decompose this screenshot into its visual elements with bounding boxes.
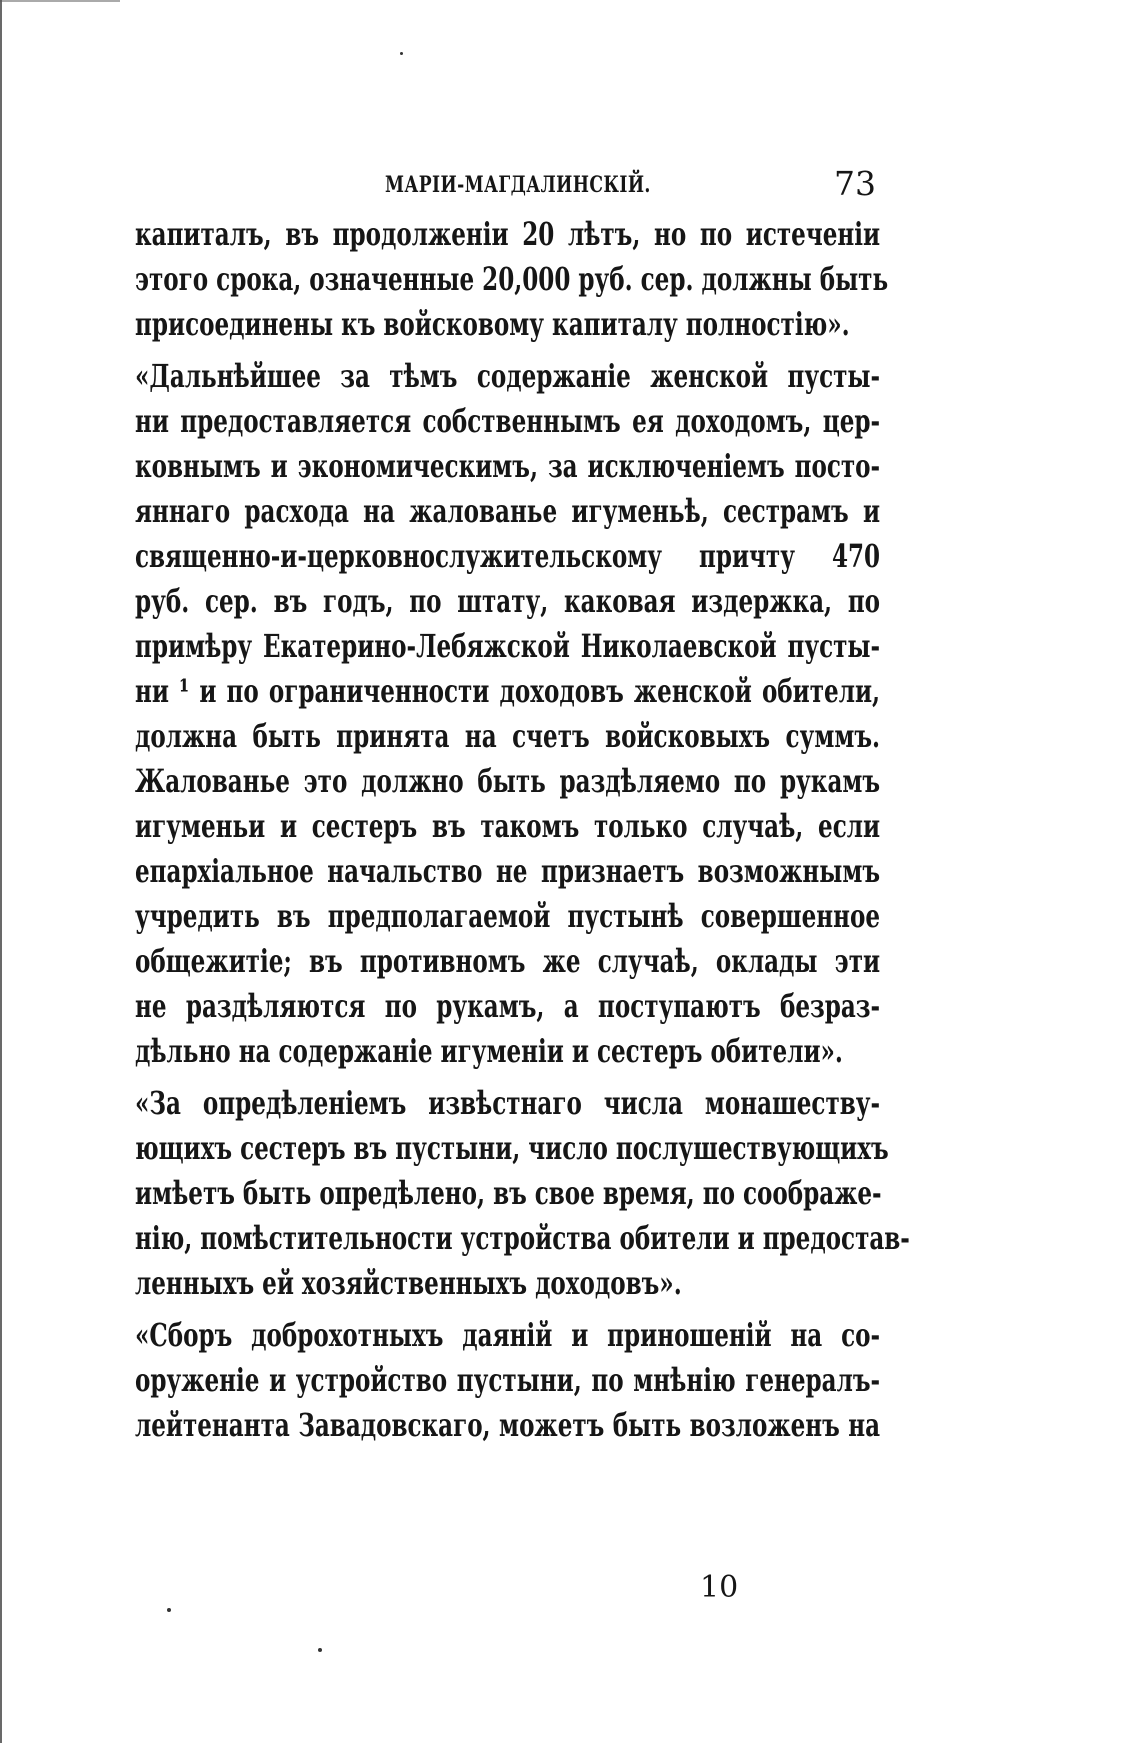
text-line: ковнымъ и экономическимъ, за исключеніемъ посто- <box>135 447 881 485</box>
scan-binding-edge <box>0 0 10 1743</box>
text-line: яннаго расхода на жалованье игуменьѣ, сестрамъ и <box>135 492 881 530</box>
text-line: примѣру Екатерино-Лебяжской Николаевской пусты- <box>135 627 881 665</box>
text-line: присоединены къ войсковому капиталу полностію». <box>135 305 850 343</box>
scan-speck <box>400 52 403 55</box>
text-line: ни ¹ и по ограниченности доходовъ женской обители, <box>135 672 881 710</box>
text-line: должна быть принята на счетъ войсковыхъ суммъ. <box>135 717 881 755</box>
scan-top-edge <box>0 0 120 2</box>
text-line: лейтенанта Завадовскаго, можетъ быть возложенъ на <box>135 1406 881 1444</box>
text-line: общежитіе; въ противномъ же случаѣ, оклады эти <box>135 942 881 980</box>
text-line: учредить въ предполагаемой пустынѣ совершенное <box>135 897 881 935</box>
text-line: нію, помѣстительности устройства обители и предостав- <box>135 1219 910 1257</box>
body-text <box>135 212 910 1448</box>
signature-mark: 10 <box>700 1570 739 1605</box>
text-line: епархіальное начальство не признаетъ возможнымъ <box>135 852 881 890</box>
text-line: «Дальнѣйшее за тѣмъ содержаніе женской пусты- <box>135 357 881 395</box>
text-line: Жалованье это должно быть раздѣляемо по рукамъ <box>135 762 881 800</box>
text-line: руб. сер. въ годъ, по штату, каковая издержка, по <box>135 582 881 620</box>
running-head <box>135 160 880 208</box>
text-line: игуменьи и сестеръ въ такомъ только случаѣ, если <box>135 807 881 845</box>
text-line: дѣльно на содержаніе игуменіи и сестеръ обители». <box>135 1032 843 1070</box>
text-line: ющихъ сестеръ въ пустыни, число послушествующихъ <box>135 1129 889 1167</box>
running-title: МАРІИ-МАГДАЛИНСКІЙ. <box>385 172 651 198</box>
text-line: оруженіе и устройство пустыни, по мнѣнію генералъ- <box>135 1361 881 1399</box>
text-line: не раздѣляются по рукамъ, а поступаютъ безраз- <box>135 987 881 1025</box>
text-line: священно-и-церковнослужительскому причту 470 <box>135 537 881 575</box>
book-page <box>135 160 910 1448</box>
text-line: ленныхъ ей хозяйственныхъ доходовъ». <box>135 1264 682 1302</box>
scan-speck <box>167 1608 171 1612</box>
text-line: капиталъ, въ продолженіи 20 лѣтъ, но по истеченіи <box>135 215 881 253</box>
text-line: ни предоставляется собственнымъ ея доходомъ, цер- <box>135 402 881 440</box>
text-line: «За опредѣленіемъ извѣстнаго числа монашеству- <box>135 1084 881 1122</box>
text-line: «Сборъ доброхотныхъ даяній и приношеній на со- <box>135 1316 881 1354</box>
text-line: имѣетъ быть опредѣлено, въ свое время, по соображе- <box>135 1174 882 1212</box>
scan-speck <box>318 1648 322 1652</box>
page-number: 73 <box>834 164 876 203</box>
text-line: этого срока, означенные 20,000 руб. сер. должны быть <box>135 260 889 298</box>
